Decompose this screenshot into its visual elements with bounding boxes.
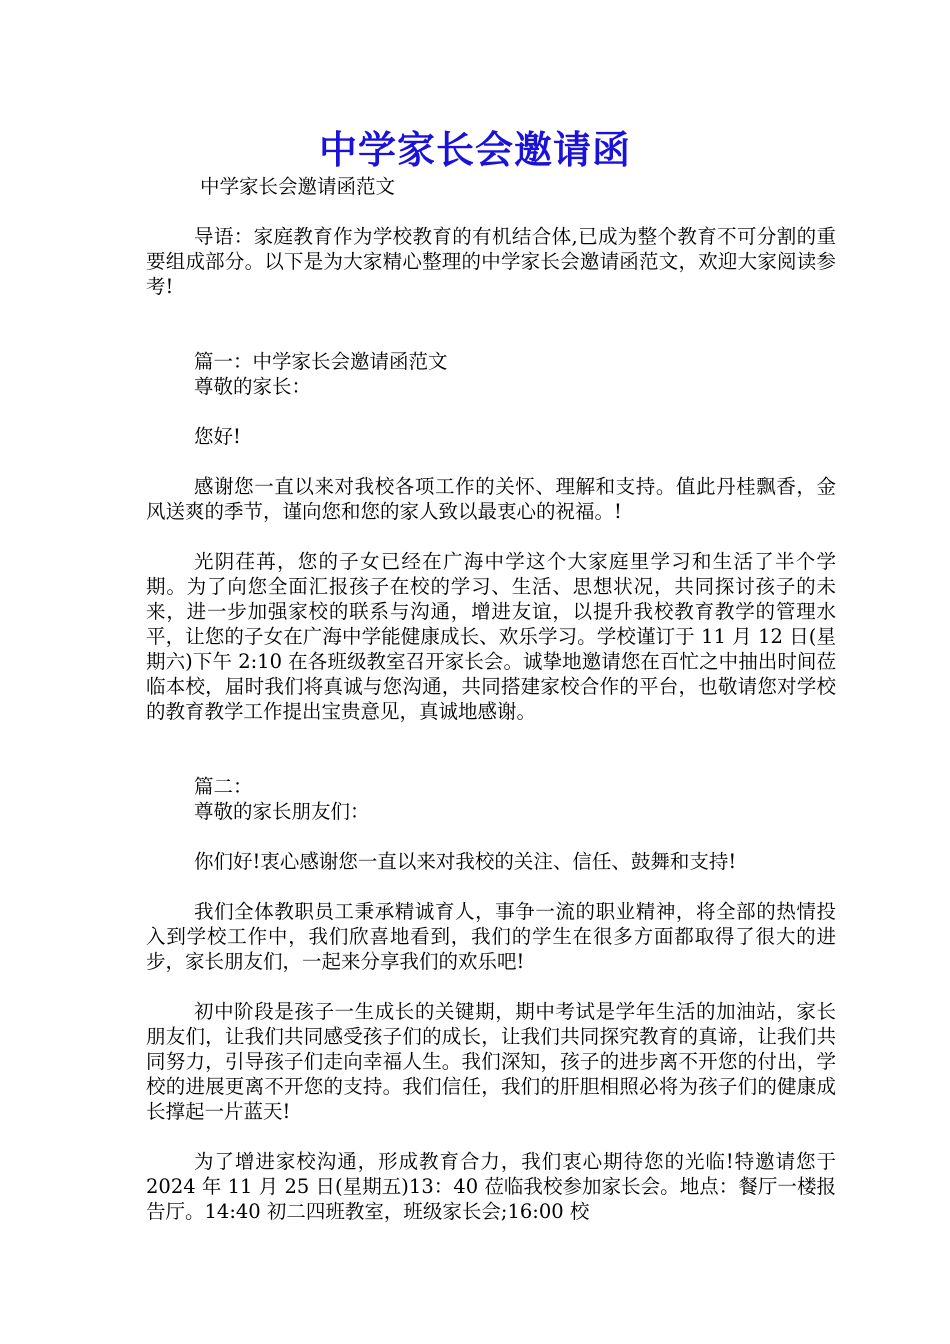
document-subtitle: 中学家长会邀请函范文 (200, 175, 396, 198)
part2-paragraph-2: 初中阶段是孩子一生成长的关键期，期中考试是学年生活的加油站，家长朋友们，让我们共同感受孩子们的成长，让我们共同探究教育的真谛，让我们共同努力，引导孩子们走向幸福人生。我们深知，孩子的进步离不开您的付出，学校的进展更离不开您的支持。我们信任，我们的肝胆相照必将为孩子们的健康成长撑起一片蓝天! (146, 1000, 836, 1123)
part1-salutation: 尊敬的家长： (194, 375, 312, 398)
part2-paragraph-1: 我们全体教职员工秉承精诚育人，事争一流的职业精神，将全部的热情投入到学校工作中，我们欣喜地看到，我们的学生在很多方面都取得了很大的进步，家长朋友们，一起来分享我们的欢乐吧! (146, 900, 836, 973)
part2-heading: 篇二： (194, 775, 253, 798)
part2-salutation: 尊敬的家长朋友们： (194, 800, 370, 823)
part1-greeting: 您好! (194, 425, 241, 448)
part1-paragraph-2: 光阴荏苒，您的子女已经在广海中学这个大家庭里学习和生活了半个学期。为了向您全面汇报孩子在校的学习、生活、思想状况，共同探讨孩子的未来，进一步加强家校的联系与沟通，增进友谊，以提升我校教育教学的管理水平，让您的子女在广海中学能健康成长、欢乐学习。学校谨订于 11 月 12 日(星期六)下午 2:10 在各班级教室召开家长会。诚挚地邀请您在百忙之中抽出时间莅临本校，届时我们将真诚与您沟通，共同搭建家校合作的平台，也敬请您对学校的教育教学工作提出宝贵意见，真诚地感谢。 (146, 550, 836, 723)
part1-paragraph-1: 感谢您一直以来对我校各项工作的关怀、理解和支持。值此丹桂飘香，金风送爽的季节，谨向您和您的家人致以最衷心的祝福。! (146, 475, 836, 523)
part2-paragraph-3: 为了增进家校沟通，形成教育合力，我们衷心期待您的光临!特邀请您于 2024 年 11 月 25 日(星期五)13：40 莅临我校参加家长会。地点：餐厅一楼报告厅。14:40 初二四班教室，班级家长会;16:00 校 (146, 1150, 836, 1223)
part2-greeting: 你们好!衷心感谢您一直以来对我校的关注、信任、鼓舞和支持! (194, 850, 737, 873)
document-title: 中学家长会邀请函 (318, 127, 631, 172)
intro-paragraph: 导语：家庭教育作为学校教育的有机结合体,已成为整个教育不可分割的重要组成部分。以下是为大家精心整理的中学家长会邀请函范文，欢迎大家阅读参考! (146, 225, 836, 298)
part1-heading: 篇一：中学家长会邀请函范文 (194, 350, 448, 373)
